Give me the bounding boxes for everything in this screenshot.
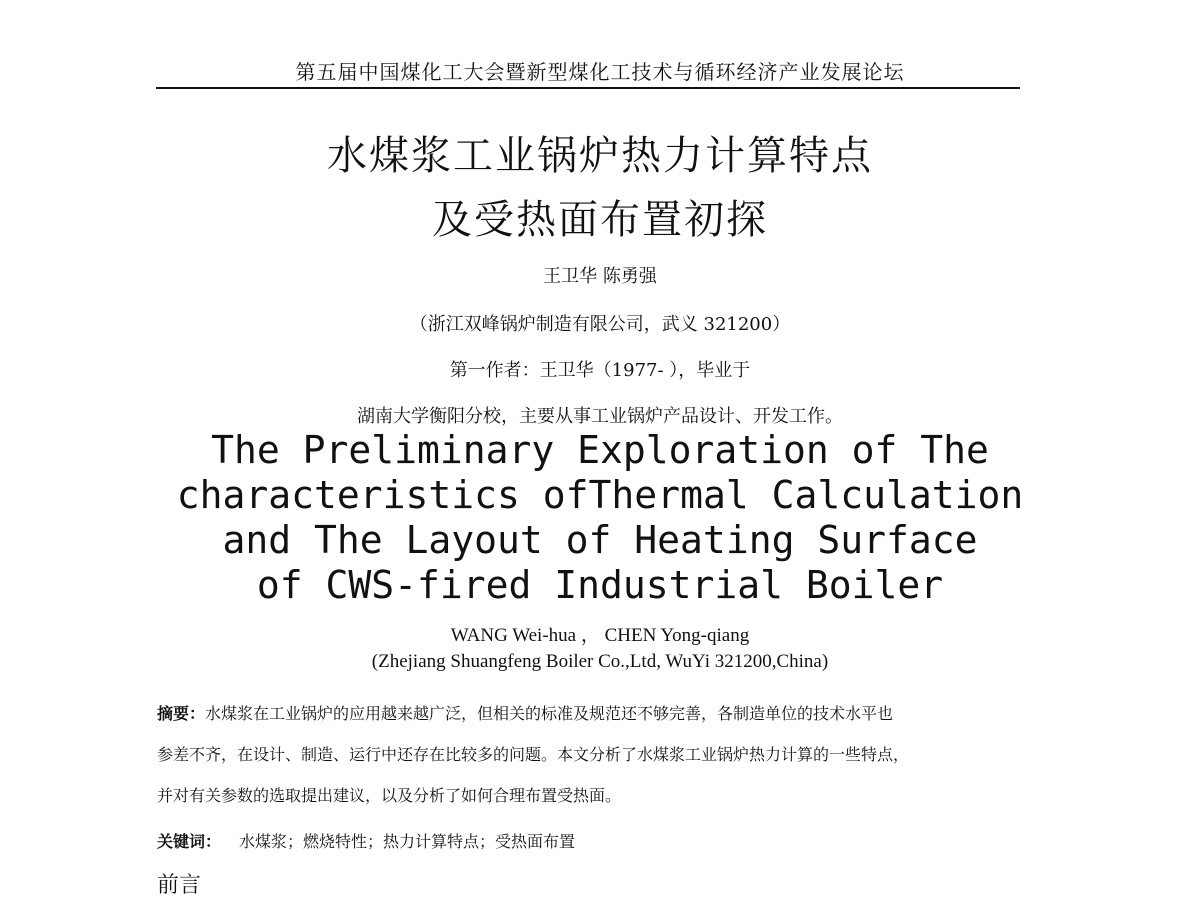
english-title xyxy=(0,428,1200,608)
abstract xyxy=(157,693,1037,816)
keywords xyxy=(157,829,575,852)
abstract-line-3: 并对有关参数的选取提出建议，以及分析了如何合理布置受热面。 xyxy=(157,786,622,805)
english-title-line-2: characteristics ofThermal Calculation xyxy=(176,473,1024,517)
authors-english: WANG Wei-hua ， CHEN Yong-qiang xyxy=(450,625,750,646)
abstract-label: 摘要： xyxy=(157,704,206,723)
english-title-line-3: and The Layout of Heating Surface xyxy=(222,518,978,562)
keywords-text: 水煤浆；燃烧特性；热力计算特点；受热面布置 xyxy=(239,832,576,851)
abstract-text-1: 水煤浆在工业锅炉的应用越来越广泛，但相关的标准及规范还不够完善，各制造单位的技术水平也 xyxy=(205,704,894,723)
header-rule xyxy=(156,87,1020,89)
running-header: 第五届中国煤化工大会暨新型煤化工技术与循环经济产业发展论坛 xyxy=(295,60,905,84)
keywords-label: 关键词： xyxy=(157,832,222,851)
affiliation-chinese: （浙江双峰锅炉制造有限公司，武义 321200） xyxy=(409,314,791,335)
first-author-note-line-1: 第一作者：王卫华（1977- ），毕业于 xyxy=(449,360,751,381)
affiliation-english: (Zhejiang Shuangfeng Boiler Co.,Ltd, WuYi 321200,China) xyxy=(371,651,829,672)
chinese-title-line-1: 水煤浆工业锅炉热力计算特点 xyxy=(327,133,873,179)
first-author-note-line-2: 湖南大学衡阳分校，主要从事工业锅炉产品设计、开发工作。 xyxy=(357,406,843,427)
english-title-line-1: The Preliminary Exploration of The xyxy=(211,428,989,472)
authors-chinese: 王卫华 陈勇强 xyxy=(543,266,657,287)
chinese-title-line-2: 及受热面布置初探 xyxy=(432,197,768,243)
english-title-line-4: of CWS-fired Industrial Boiler xyxy=(256,563,944,607)
abstract-line-2: 参差不齐，在设计、制造、运行中还存在比较多的问题。本文分析了水煤浆工业锅炉热力计算的一些特点， xyxy=(157,745,910,764)
section-heading-introduction: 前言 xyxy=(157,873,202,898)
abstract-line-1 xyxy=(157,693,1037,734)
